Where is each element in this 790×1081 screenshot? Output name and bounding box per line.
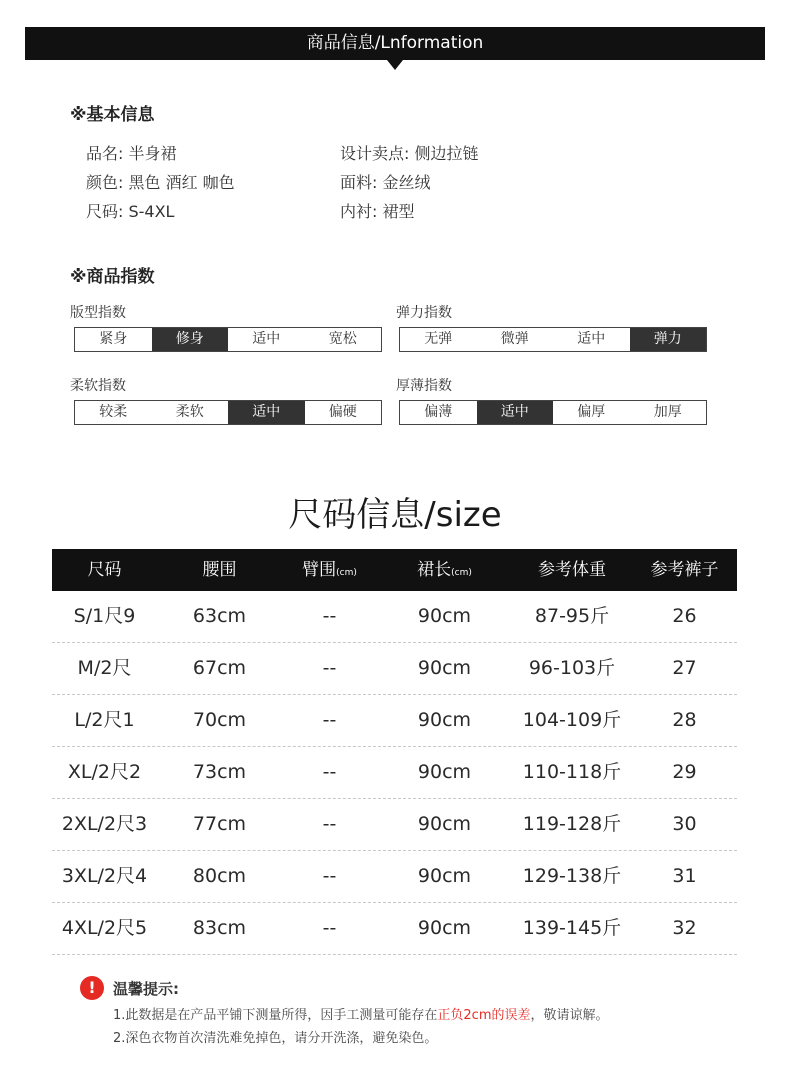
softness-index-bar	[74, 400, 382, 425]
cell-size: 4XL/2尺5	[61, 917, 148, 939]
size-title: 尺码信息/size	[288, 495, 502, 535]
notice-highlight: 正负2cm的误差	[437, 1008, 531, 1023]
header-skirt-length: 裙长(cm)	[417, 560, 472, 580]
table-header	[52, 549, 737, 591]
info-row	[86, 141, 686, 170]
cell-weight: 119-128斤	[522, 813, 622, 835]
cell-length: 90cm	[417, 605, 472, 627]
header-pants: 参考裤子	[650, 560, 719, 580]
table-row	[52, 799, 737, 851]
notice-title: 温馨提示:	[113, 980, 179, 998]
index-option: 偏硬	[328, 404, 357, 420]
elastic-index-label: 弹力指数	[396, 305, 452, 321]
info-selling-point: 设计卖点: 侧边拉链	[340, 144, 479, 163]
cell-pants: 28	[672, 709, 697, 731]
info-banner	[25, 27, 765, 60]
cell-size: M/2尺	[77, 657, 132, 679]
info-row	[86, 170, 686, 199]
info-lining: 内衬: 裙型	[340, 202, 415, 221]
cell-waist: 63cm	[192, 605, 247, 627]
index-option: 加厚	[653, 404, 682, 420]
cell-waist: 73cm	[192, 761, 247, 783]
cell-arm: --	[322, 917, 337, 939]
cell-size: 3XL/2尺4	[61, 865, 148, 887]
table-row	[52, 903, 737, 955]
cell-length: 90cm	[417, 917, 472, 939]
index-option: 适中	[577, 331, 606, 347]
cell-waist: 83cm	[192, 917, 247, 939]
index-option: 宽松	[328, 331, 357, 347]
basic-info-grid	[86, 141, 686, 228]
index-option: 适中	[228, 401, 305, 424]
index-option: 修身	[152, 328, 229, 351]
softness-index-label: 柔软指数	[70, 378, 126, 394]
exclamation-icon: !	[80, 976, 104, 1000]
cell-waist: 70cm	[192, 709, 247, 731]
table-row	[52, 643, 737, 695]
header-weight: 参考体重	[538, 560, 606, 580]
cell-pants: 29	[672, 761, 697, 783]
cell-length: 90cm	[417, 709, 472, 731]
cell-size: 2XL/2尺3	[61, 813, 148, 835]
cell-pants: 26	[672, 605, 697, 627]
table-body	[52, 591, 737, 955]
cell-arm: --	[322, 865, 337, 887]
table-row	[52, 747, 737, 799]
thickness-index-bar	[399, 400, 707, 425]
banner-title: 商品信息/Lnformation	[306, 33, 484, 53]
cell-size: S/1尺9	[73, 605, 136, 627]
notice-line-1: 1.此数据是在产品平铺下测量所得，因手工测量可能存在正负2cm的误差，敬请谅解。	[113, 1008, 609, 1023]
cell-pants: 31	[672, 865, 697, 887]
cell-length: 90cm	[417, 657, 472, 679]
index-option: 紧身	[99, 331, 128, 347]
cell-arm: --	[322, 605, 337, 627]
info-size-range: 尺码: S-4XL	[86, 202, 175, 221]
info-row	[86, 199, 686, 228]
cell-weight: 104-109斤	[522, 709, 622, 731]
cell-size: XL/2尺2	[67, 761, 142, 783]
index-option: 偏厚	[577, 404, 606, 420]
fit-index-bar	[74, 327, 382, 352]
index-option: 微弹	[500, 331, 529, 347]
elastic-index-bar	[399, 327, 707, 352]
table-row	[52, 851, 737, 903]
cell-weight: 139-145斤	[522, 917, 622, 939]
fit-index-label: 版型指数	[70, 305, 126, 321]
size-table	[52, 549, 737, 955]
index-option: 适中	[477, 401, 554, 424]
banner-arrow-icon	[387, 60, 403, 70]
index-option: 无弹	[424, 331, 453, 347]
cell-weight: 87-95斤	[534, 605, 610, 627]
cell-waist: 77cm	[192, 813, 247, 835]
index-option: 偏薄	[424, 404, 453, 420]
cell-arm: --	[322, 813, 337, 835]
notice-line-2: 2.深色衣物首次清洗难免掉色，请分开洗涤，避免染色。	[113, 1031, 438, 1046]
cell-pants: 32	[672, 917, 697, 939]
info-color: 颜色: 黑色 酒红 咖色	[86, 173, 235, 192]
header-waist: 腰围	[202, 560, 237, 580]
index-option: 较柔	[99, 404, 128, 420]
cell-arm: --	[322, 709, 337, 731]
index-option: 柔软	[175, 404, 204, 420]
table-row	[52, 591, 737, 643]
cell-weight: 110-118斤	[522, 761, 622, 783]
cell-arm: --	[322, 657, 337, 679]
header-arm: 臂围(cm)	[302, 560, 357, 580]
index-option: 适中	[252, 331, 281, 347]
basic-info-title: ※基本信息	[70, 105, 155, 125]
header-size: 尺码	[87, 560, 122, 580]
cell-waist: 80cm	[192, 865, 247, 887]
cell-length: 90cm	[417, 813, 472, 835]
cell-arm: --	[322, 761, 337, 783]
cell-pants: 27	[672, 657, 697, 679]
cell-length: 90cm	[417, 865, 472, 887]
table-row	[52, 695, 737, 747]
info-name: 品名: 半身裙	[86, 144, 177, 163]
cell-weight: 96-103斤	[528, 657, 616, 679]
cell-size: L/2尺1	[74, 709, 135, 731]
cell-pants: 30	[672, 813, 697, 835]
thickness-index-label: 厚薄指数	[396, 378, 452, 394]
index-option: 弹力	[630, 328, 707, 351]
info-fabric: 面料: 金丝绒	[340, 173, 431, 192]
cell-waist: 67cm	[192, 657, 247, 679]
cell-weight: 129-138斤	[522, 865, 622, 887]
index-title: ※商品指数	[70, 267, 155, 287]
cell-length: 90cm	[417, 761, 472, 783]
